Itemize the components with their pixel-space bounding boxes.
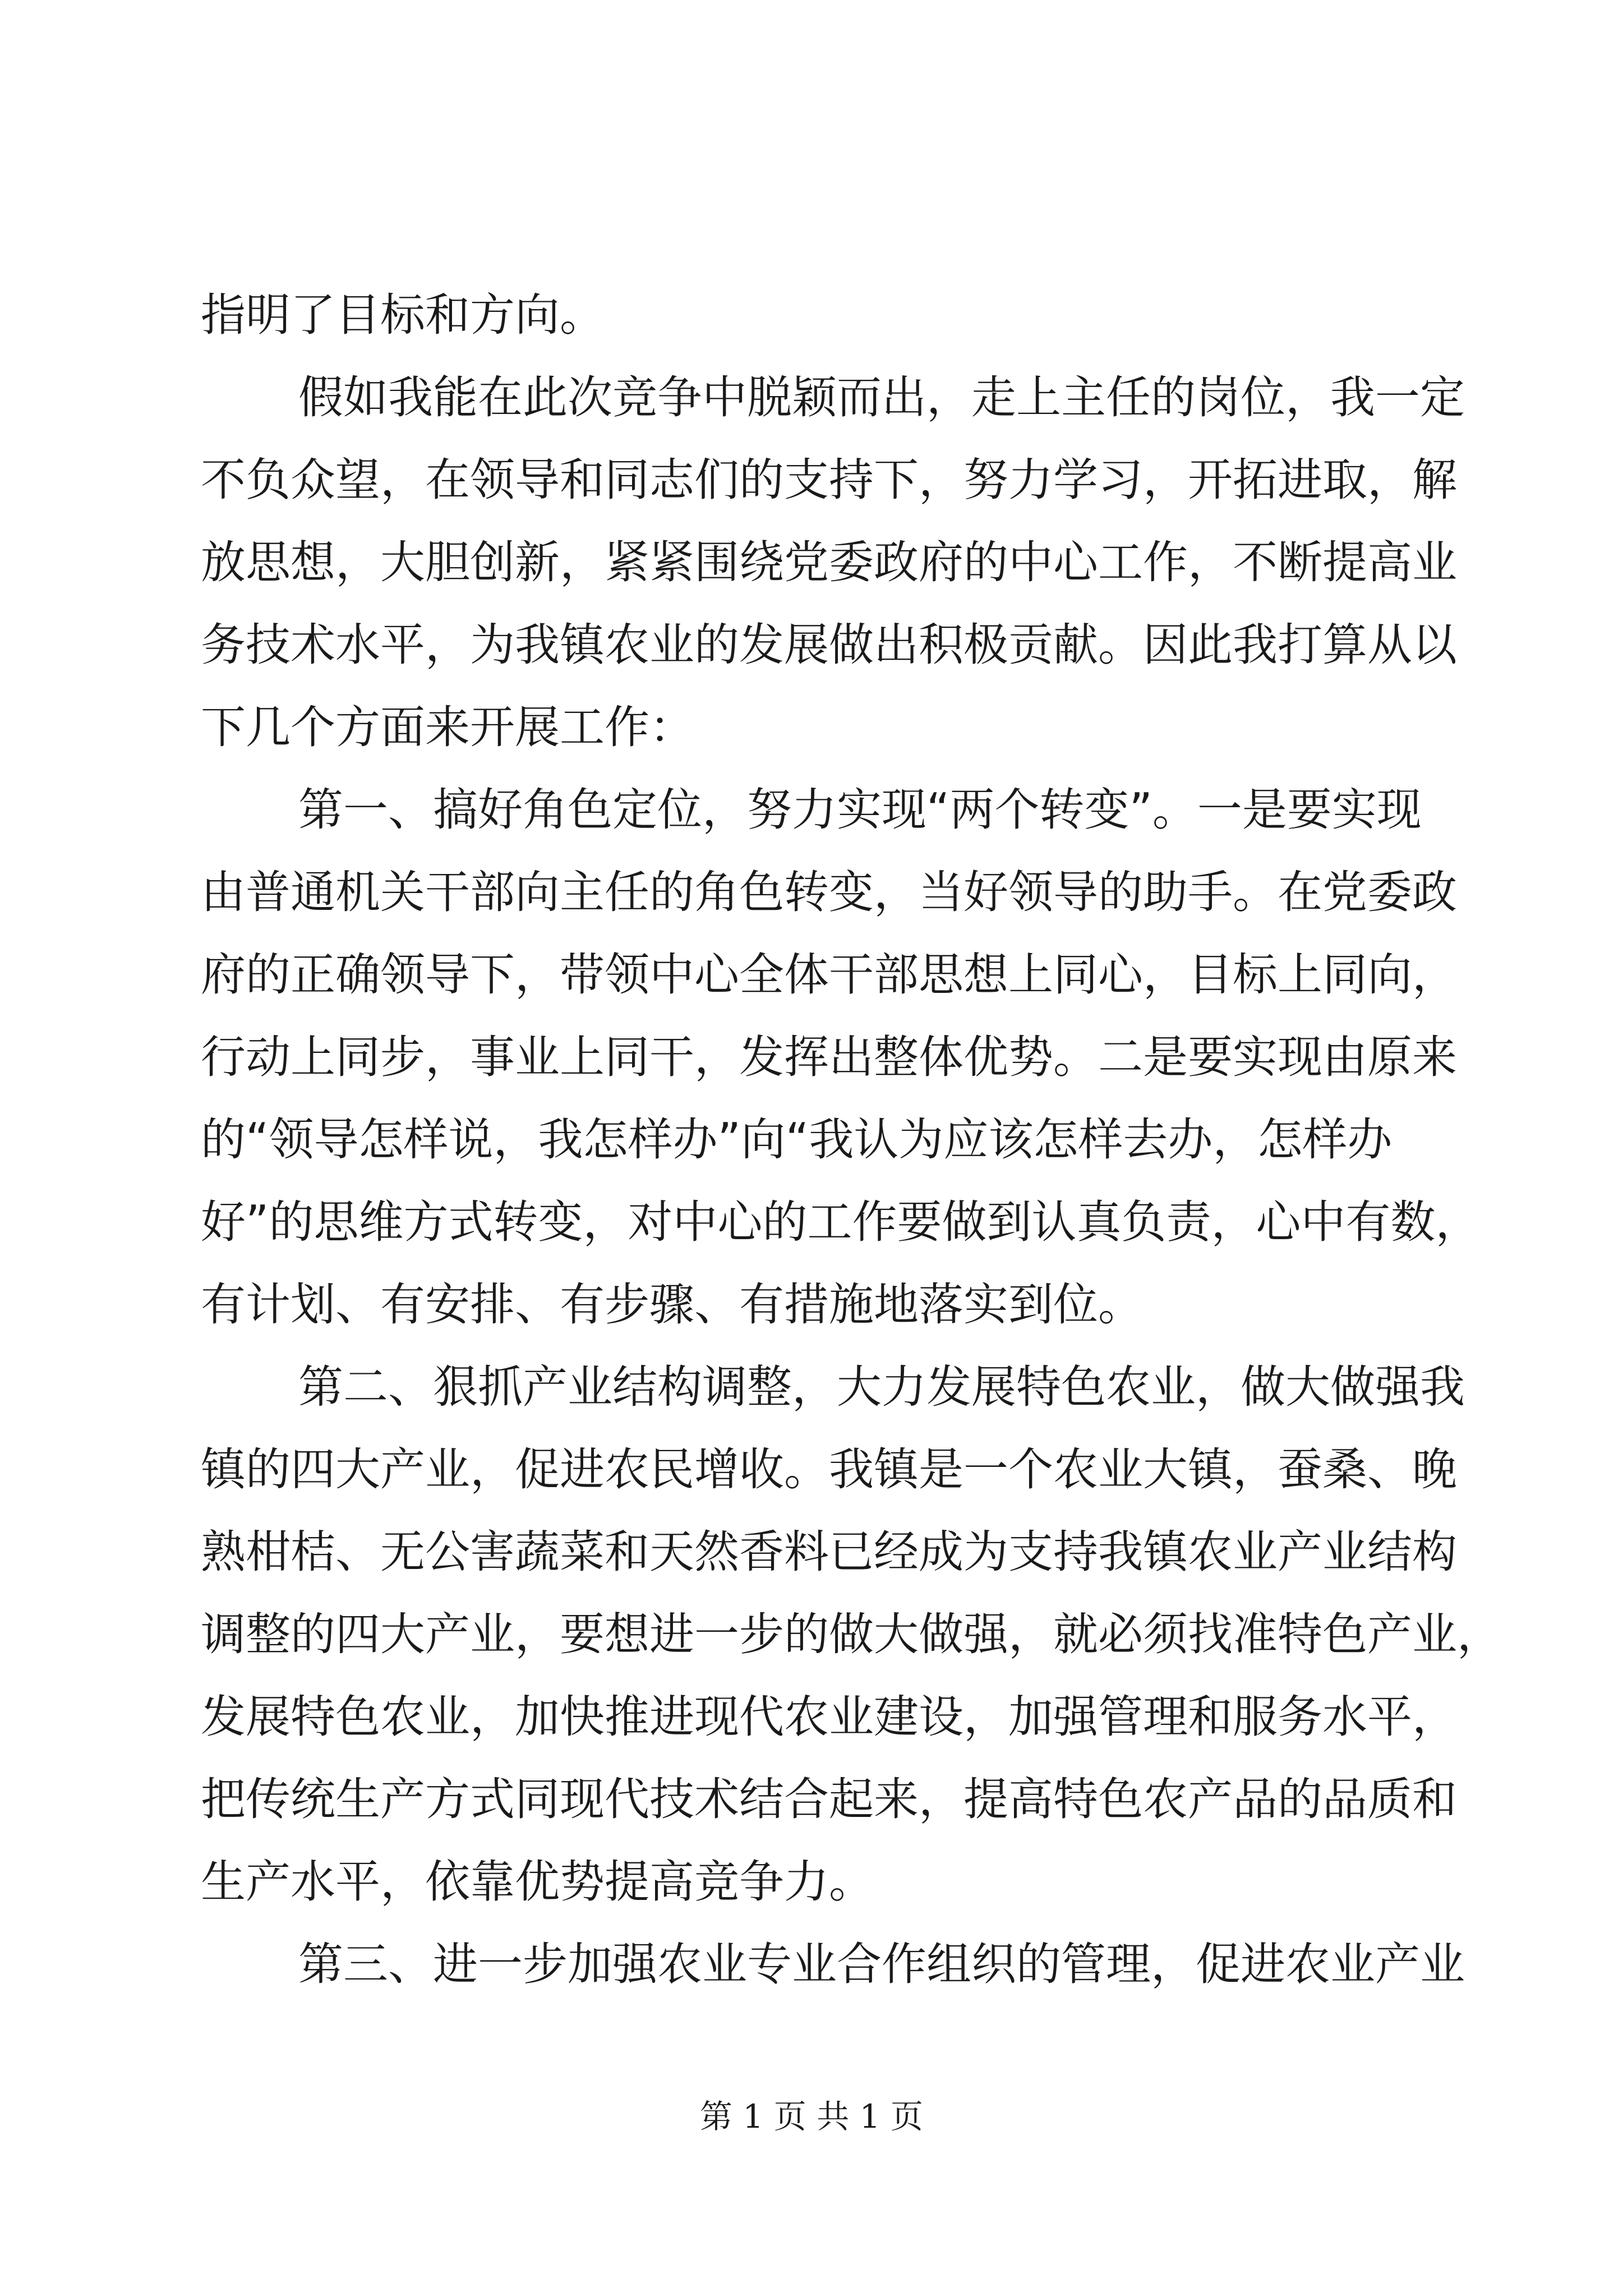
paragraph-line: 行动上同步，事业上同干，发挥出整体优势。二是要实现由原来 [201, 1031, 1457, 1083]
paragraph-line: 有计划、有安排、有步骤、有措施地落实到位。 [201, 1278, 1143, 1331]
paragraph-line: 把传统生产方式同现代技术结合起来，提高特色农产品的品质和 [201, 1773, 1457, 1825]
paragraph-line: 放思想，大胆创新，紧紧围绕党委政府的中心工作，不断提高业 [201, 536, 1457, 588]
paragraph-line: 第三、进一步加强农业专业合作组织的管理，促进农业产业 [298, 1938, 1465, 1990]
paragraph-line: 生产水平，依靠优势提高竞争力。 [201, 1856, 874, 1908]
paragraph-line: 第二、狠抓产业结构调整，大力发展特色农业，做大做强我 [298, 1361, 1465, 1413]
paragraph-line: 不负众望，在领导和同志们的支持下，努力学习，开拓进取，解 [201, 454, 1457, 506]
paragraph-line: 第一、搞好角色定位，努力实现“两个转变”。一是要实现 [298, 784, 1422, 836]
paragraph-line: 的“领导怎样说，我怎样办”向“我认为应该怎样去办，怎样办 [201, 1114, 1393, 1166]
paragraph-line: 假如我能在此次竞争中脱颖而出，走上主任的岗位，我一定 [298, 371, 1465, 424]
paragraph-line: 由普通机关干部向主任的角色转变，当好领导的助手。在党委政 [201, 866, 1457, 918]
document-body [201, 274, 1502, 2005]
paragraph-line: 镇的四大产业，促进农民增收。我镇是一个农业大镇，蚕桑、晚 [201, 1443, 1457, 1496]
paragraph-line: 指明了目标和方向。 [201, 289, 605, 341]
paragraph-line: 熟柑桔、无公害蔬菜和天然香料已经成为支持我镇农业产业结构 [201, 1526, 1457, 1578]
page-number-footer: 第 1 页 共 1 页 [700, 2097, 923, 2136]
paragraph-line: 发展特色农业，加快推进现代农业建设，加强管理和服务水平， [201, 1691, 1457, 1743]
paragraph-line: 下几个方面来开展工作： [201, 701, 694, 753]
paragraph-line: 府的正确领导下，带领中心全体干部思想上同心，目标上同向， [201, 949, 1457, 1001]
paragraph-line: 调整的四大产业，要想进一步的做大做强，就必须找准特色产业， [201, 1608, 1502, 1660]
paragraph-line: 务技术水平，为我镇农业的发展做出积极贡献。因此我打算从以 [201, 619, 1457, 671]
paragraph-line: 好”的思维方式转变，对中心的工作要做到认真负责，心中有数， [201, 1196, 1481, 1248]
